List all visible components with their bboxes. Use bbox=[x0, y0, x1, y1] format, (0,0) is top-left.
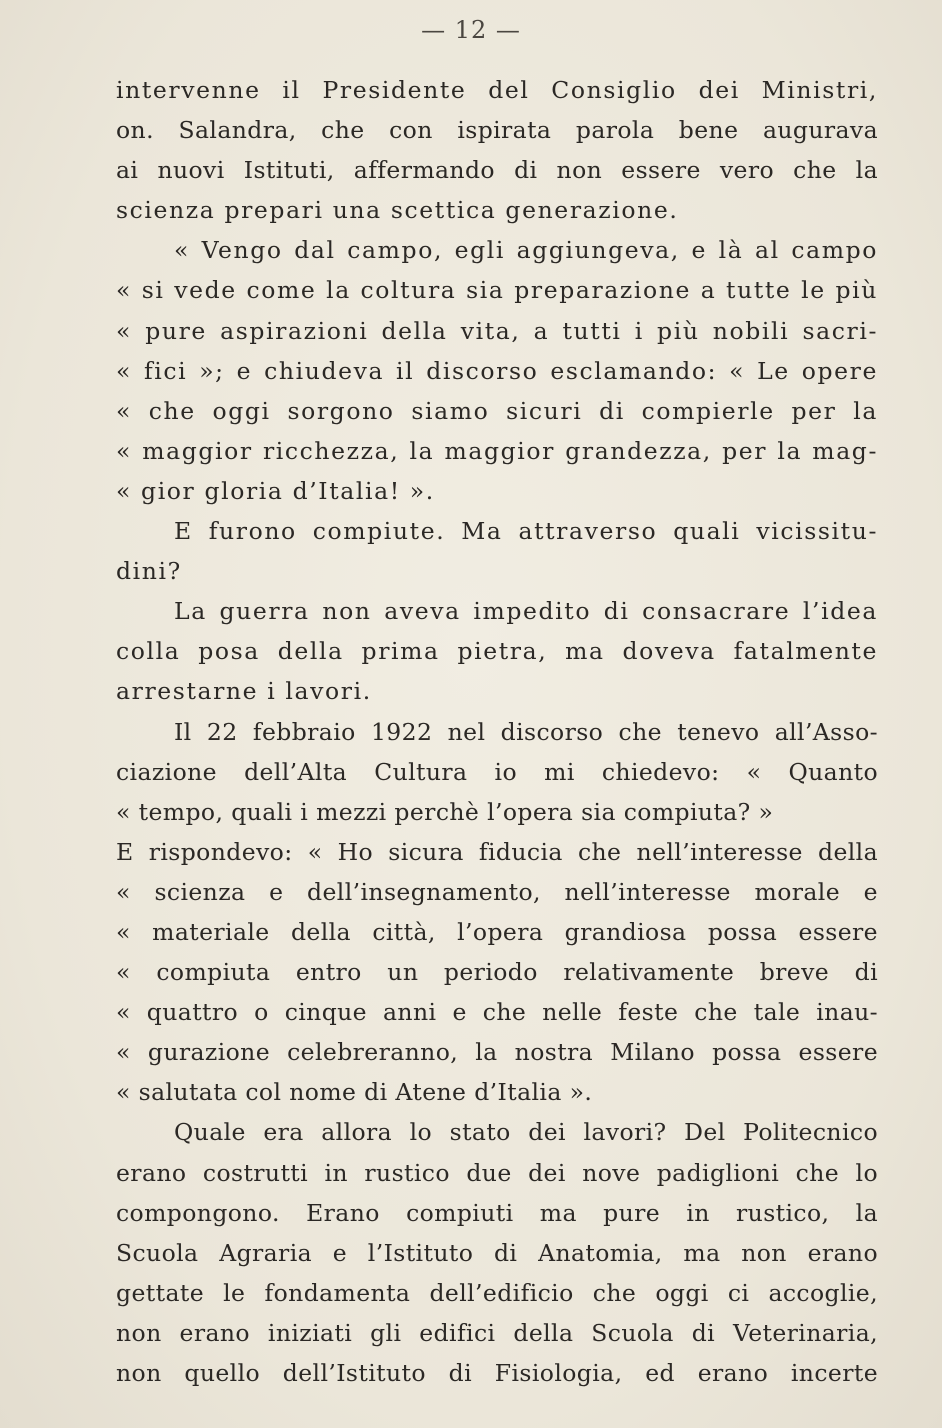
body-text bbox=[116, 70, 878, 1393]
text-line: non erano iniziati gli edifici della Scuola di Veterinaria, bbox=[116, 1318, 878, 1347]
text-line: « quattro o cinque anni e che nelle feste che tale inau- bbox=[116, 998, 878, 1027]
text-line: « materiale della città, l’opera grandiosa possa essere bbox=[116, 917, 878, 946]
text-line: ai nuovi Istituti, affermando di non essere vero che la bbox=[116, 156, 878, 185]
text-line: Il 22 febbraio 1922 nel discorso che tenevo all’Asso- bbox=[174, 717, 878, 746]
text-line: « scienza e dell’insegnamento, nell’interesse morale e bbox=[116, 877, 878, 906]
text-line: « Vengo dal campo, egli aggiungeva, e là al campo bbox=[174, 236, 878, 265]
text-line: non quello dell’Istituto di Fisiologia, ed erano incerte bbox=[116, 1359, 878, 1387]
text-line: arrestarne i lavori. bbox=[116, 677, 372, 706]
text-line: gettate le fondamenta dell’edificio che oggi ci accoglie, bbox=[116, 1278, 878, 1307]
text-line: La guerra non aveva impedito di consacrare l’idea bbox=[174, 597, 878, 626]
text-line: compongono. Erano compiuti ma pure in rustico, la bbox=[116, 1198, 878, 1227]
text-line: E furono compiute. Ma attraverso quali vicissitu- bbox=[174, 517, 878, 546]
text-line: dini? bbox=[116, 557, 182, 586]
text-line: Quale era allora lo stato dei lavori? Del Politecnico bbox=[174, 1118, 878, 1147]
text-line: colla posa della prima pietra, ma doveva fatalmente bbox=[116, 637, 878, 666]
text-line: « gurazione celebreranno, la nostra Milano possa essere bbox=[116, 1038, 878, 1067]
text-line: « pure aspirazioni della vita, a tutti i più nobili sacri- bbox=[116, 316, 878, 345]
text-line: ciazione dell’Alta Cultura io mi chiedevo: « Quanto bbox=[116, 757, 878, 786]
text-line: « salutata col nome di Atene d’Italia ». bbox=[116, 1078, 593, 1107]
text-line: erano costrutti in rustico due dei nove padiglioni che lo bbox=[116, 1158, 878, 1187]
text-line: « compiuta entro un periodo relativamente breve di bbox=[116, 958, 878, 987]
text-line: Scuola Agraria e l’Istituto di Anatomia, ma non erano bbox=[116, 1238, 878, 1267]
page-number: — 12 — bbox=[421, 16, 521, 44]
text-line: « che oggi sorgono siamo sicuri di compierle per la bbox=[116, 396, 878, 425]
text-line: intervenne il Presidente del Consiglio dei Ministri, bbox=[116, 76, 878, 104]
text-line: « gior gloria d’Italia! ». bbox=[116, 476, 435, 505]
text-line: « tempo, quali i mezzi perchè l’opera sia compiuta? » bbox=[116, 797, 774, 826]
text-line: scienza prepari una scettica generazione. bbox=[116, 196, 679, 225]
text-line: « si vede come la coltura sia preparazione a tutte le più bbox=[116, 276, 878, 305]
text-line: E rispondevo: « Ho sicura fiducia che nell’interesse della bbox=[116, 837, 878, 866]
text-line: « maggior ricchezza, la maggior grandezza, per la mag- bbox=[116, 436, 878, 465]
text-line: « fici »; e chiudeva il discorso esclamando: « Le opere bbox=[116, 356, 878, 385]
text-line: on. Salandra, che con ispirata parola bene augurava bbox=[116, 116, 878, 145]
